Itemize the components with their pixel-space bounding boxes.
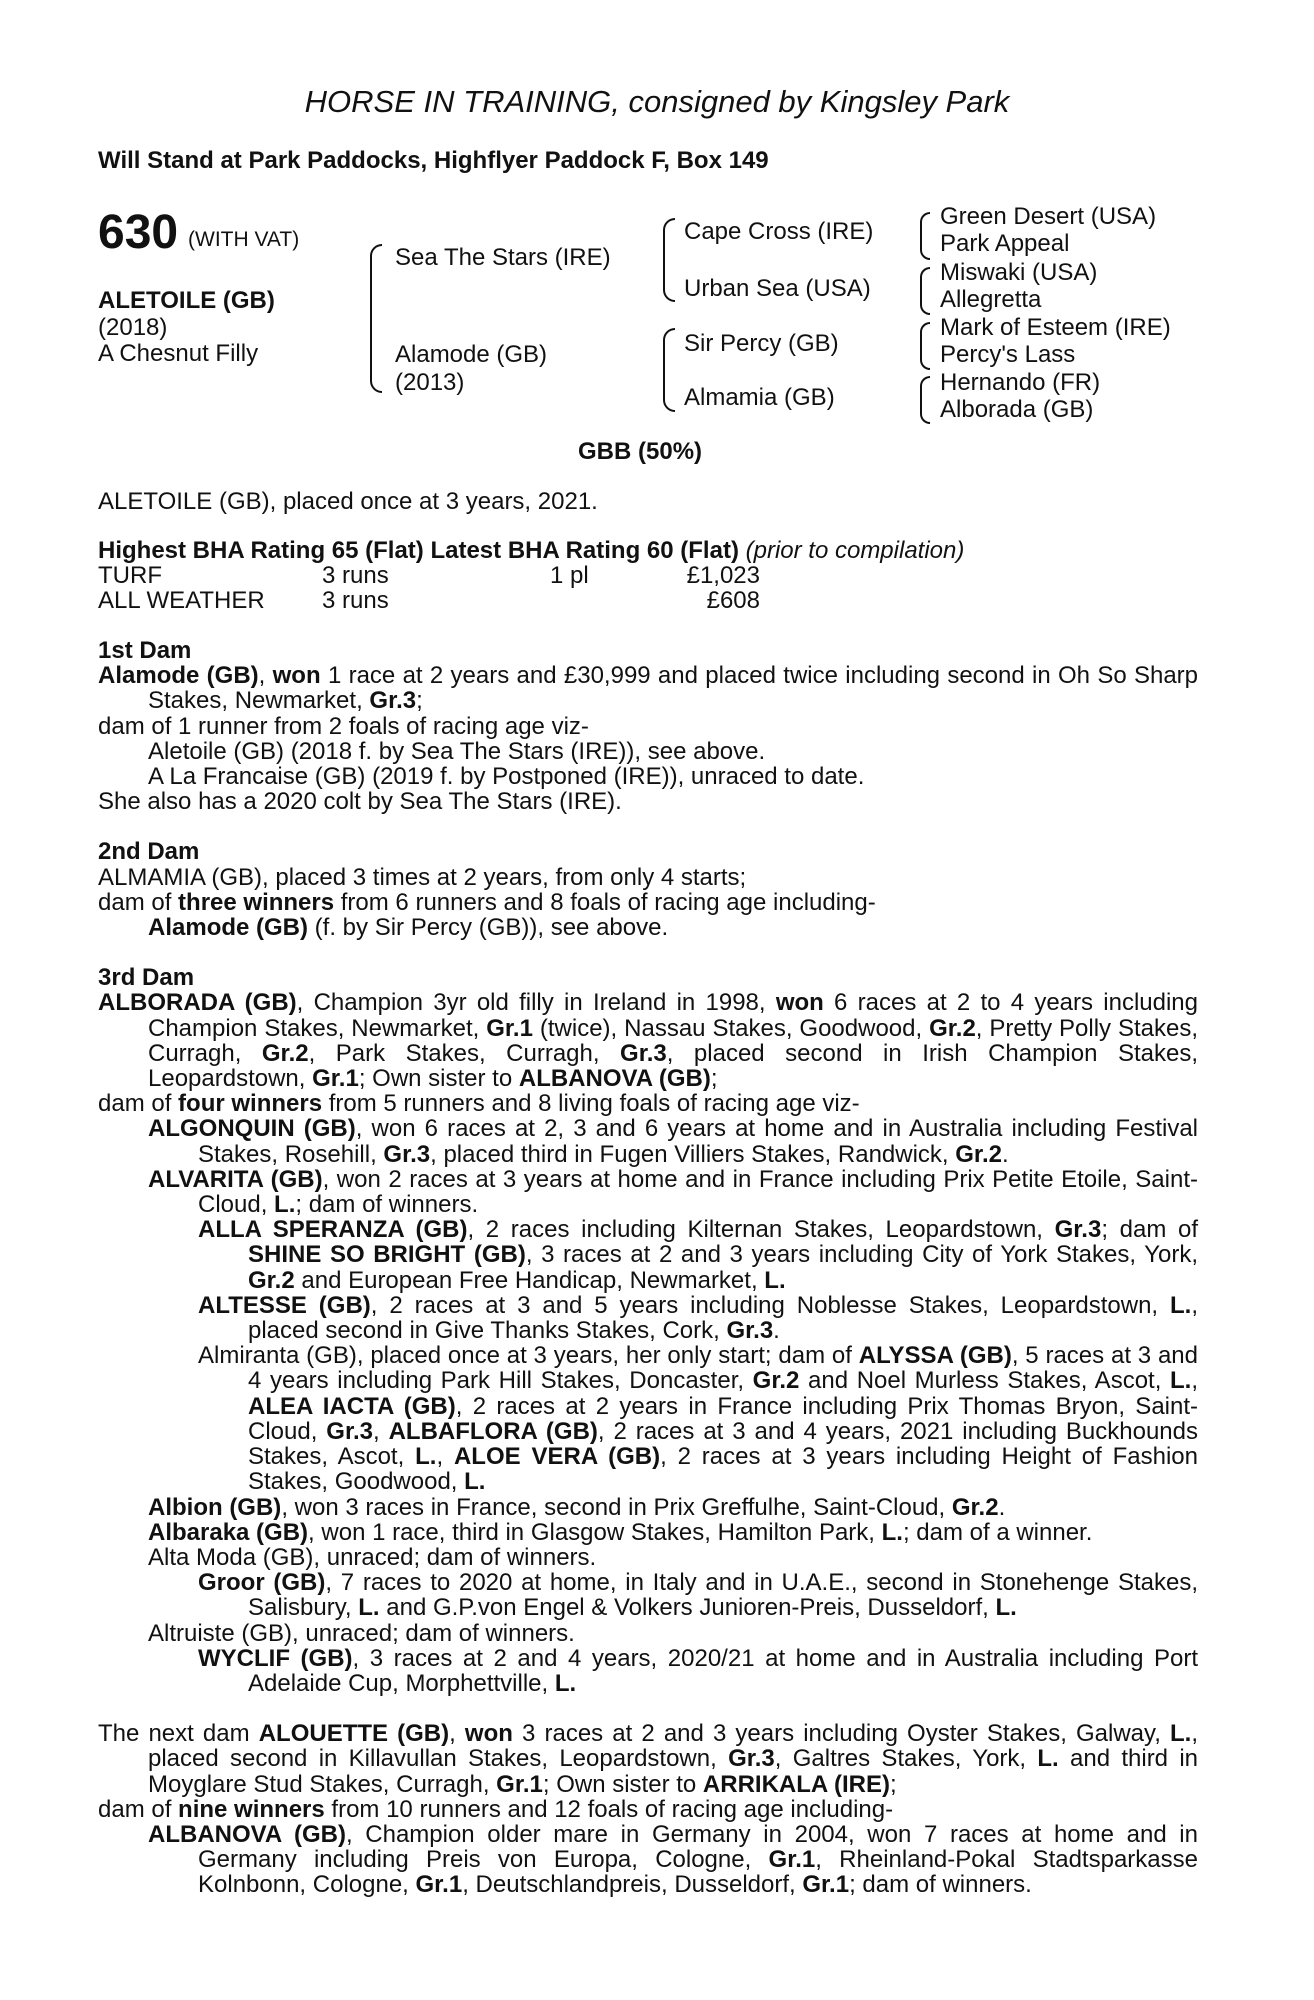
text-segment: , Deutschlandpreis, Dusseldorf, [462, 1871, 803, 1899]
text-segment: 1 race at 2 years and £30,999 and placed twice including second in Oh So Sharp Stakes, Newmarket, [148, 662, 1199, 715]
catalogue-title: HORSE IN TRAINING, consigned by Kingsley Park [304, 84, 1010, 119]
sire-parents-brace [663, 218, 675, 302]
text-segment: , [449, 1720, 465, 1748]
text-segment: Almiranta (GB), placed once at 3 years, her only start; dam of [198, 1342, 859, 1370]
text-segment: ; dam of winners. [295, 1191, 479, 1219]
bold-segment: ALTESSE (GB) [198, 1291, 371, 1319]
g2-brace-2 [920, 267, 930, 315]
first-dam-2020-colt: She also has a 2020 colt by Sea The Stars (IRE). [98, 788, 622, 816]
horse-name: ALETOILE (GB) [98, 287, 275, 314]
text-segment: , 2 races at 3 and 4 years, 2021 including Buckhounds Stakes, Ascot, [248, 1417, 1198, 1471]
pedigree-g2-3: Miswaki (USA) [940, 259, 1098, 286]
bold-segment: three winners [178, 888, 335, 916]
g2-brace-4 [920, 376, 930, 424]
text-segment: , Champion older mare in Germany in 2004, won 7 races at home and in Germany including Preis von Europa, Cologne, [198, 1820, 1198, 1874]
first-dam-record [98, 663, 1198, 713]
second-dam-record: ALMAMIA (GB), placed 3 times at 2 years, from only 4 starts; [98, 863, 747, 891]
bold-segment: ALBANOVA (GB) [148, 1820, 346, 1848]
third-dam-heading: 3rd Dam [98, 964, 195, 992]
text-segment: , 2 races at 3 years including Height of Fashion Stakes, Goodwood, [248, 1443, 1198, 1496]
bold-segment: ALGONQUIN (GB) [148, 1115, 356, 1143]
bold-segment: Gr.2 [261, 1039, 309, 1067]
produce-alvarita [98, 1167, 1198, 1217]
bold-segment: Gr.2 [955, 1140, 1002, 1168]
text-segment: , placed second in Killavullan Stakes, Leopardstown, [148, 1720, 1198, 1773]
produce-albanova [98, 1822, 1198, 1898]
pedigree-g2-5: Mark of Esteem (IRE) [940, 314, 1171, 341]
text-segment: and European Free Handicap, Newmarket, [294, 1266, 765, 1294]
text-segment: ; Own sister to [358, 1065, 519, 1093]
text-segment: 3 races at 2 and 3 years including Oyster Stakes, Galway, [512, 1720, 1170, 1748]
bold-segment: L. [1170, 1720, 1192, 1748]
text-segment: . [1001, 1140, 1009, 1168]
bold-segment: Gr.2 [951, 1493, 999, 1521]
bold-segment: ALBAFLORA (GB) [388, 1417, 598, 1445]
first-dam-heading: 1st Dam [98, 637, 192, 664]
sire-name: Sea The Stars (IRE) [395, 244, 611, 271]
bold-segment: L. [415, 1443, 437, 1471]
produce-groor [98, 1570, 1198, 1620]
produce-albaraka [148, 1520, 1198, 1545]
text-segment: from 6 runners and 8 foals of racing age including- [334, 888, 876, 916]
pedigree-g2-4: Allegretta [940, 286, 1042, 313]
bold-segment: Alamode (GB) [98, 662, 259, 690]
bold-segment: nine winners [178, 1795, 325, 1823]
text-segment: , 3 races at 2 and 3 years including City of York Stakes, York, [525, 1241, 1198, 1269]
text-segment: and G.P.von Engel & Volkers Junioren-Preis, Dusseldorf, [379, 1594, 996, 1622]
produce-altesse [98, 1293, 1198, 1343]
produce-algonquin [98, 1116, 1198, 1166]
bold-segment: L. [764, 1266, 786, 1294]
text-segment: ; dam of a winner. [902, 1518, 1093, 1546]
text-segment: dam of [98, 1795, 179, 1823]
bold-segment: Gr.1 [496, 1770, 543, 1798]
bold-segment: Gr.3 [1054, 1216, 1102, 1244]
bold-segment: Gr.1 [768, 1846, 816, 1874]
race-summary: ALETOILE (GB), placed once at 3 years, 2021. [98, 488, 598, 515]
text-segment: (twice), Nassau Stakes, Goodwood, [532, 1014, 930, 1042]
bold-segment: four winners [178, 1090, 323, 1118]
text-segment: The next dam [98, 1720, 259, 1748]
produce-wyclif [98, 1646, 1198, 1696]
bold-segment: Gr.1 [312, 1065, 359, 1093]
bold-segment: Albaraka (GB) [148, 1518, 309, 1546]
produce-altruiste: Altruiste (GB), unraced; dam of winners. [148, 1619, 575, 1647]
bold-segment: won [464, 1720, 513, 1748]
text-segment: , Rheinland-Pokal Stadtsparkasse Kolnbonn, Cologne, [198, 1846, 1198, 1899]
bold-segment: Gr.2 [929, 1014, 976, 1042]
bold-segment: Gr.1 [415, 1871, 463, 1899]
bold-segment: ALOE VERA (GB) [453, 1443, 661, 1471]
bold-segment: ALOUETTE (GB) [258, 1720, 450, 1748]
second-dam-produce-intro [98, 890, 1198, 915]
text-segment: ; [416, 687, 423, 715]
bold-segment: Gr.1 [486, 1014, 533, 1042]
bha-rating [98, 537, 964, 565]
text-segment: , 2 races including Kilternan Stakes, Leopardstown, [467, 1216, 1055, 1244]
text-segment: , won 6 races at 2, 3 and 6 years at home and in Australia including Festival Stakes, Rosehill, [198, 1115, 1199, 1168]
text-segment: ; dam of winners. [849, 1871, 1032, 1899]
text-segment: , 2 races at 3 and 5 years including Noblesse Stakes, Leopardstown, [370, 1291, 1170, 1319]
next-dam-produce-intro [98, 1797, 1198, 1822]
bold-segment: L. [1037, 1745, 1059, 1773]
bold-segment: Gr.1 [802, 1871, 850, 1899]
record-row-aw-runs: 3 runs [322, 587, 389, 614]
pedigree-g1-2: Urban Sea (USA) [684, 275, 871, 302]
bold-segment: SHINE SO BRIGHT (GB) [248, 1241, 526, 1269]
record-row-turf-places: 1 pl [550, 562, 589, 589]
text-segment: , 3 races at 2 and 4 years, 2020/21 at home and in Australia including Port Adelaide Cup, Morphettville, [248, 1644, 1198, 1697]
bold-segment: ARRIKALA (IRE) [702, 1770, 891, 1798]
record-row-turf-surface: TURF [98, 562, 162, 589]
text-segment: and third in Moyglare Stud Stakes, Curragh, [148, 1745, 1198, 1798]
third-dam-produce-intro [98, 1091, 1198, 1116]
bold-segment: L. [881, 1518, 903, 1546]
text-segment: 6 races at 2 to 4 years including Champion Stakes, Newmarket, [148, 989, 1198, 1042]
bold-segment: Groor (GB) [198, 1569, 326, 1597]
text-segment: , won 3 races in France, second in Prix Greffulhe, Saint-Cloud, [281, 1493, 952, 1521]
text-segment: ; dam of [1101, 1216, 1198, 1244]
text-segment: ; Own sister to [542, 1770, 703, 1798]
text-segment: , [436, 1443, 454, 1471]
bha-rating-text: Highest BHA Rating 65 (Flat) Latest BHA Rating 60 (Flat) [98, 537, 739, 564]
record-row-aw-prize: £608 [706, 587, 760, 614]
bold-segment: WYCLIF (GB) [198, 1644, 353, 1672]
produce-a-la-francaise: A La Francaise (GB) (2019 f. by Postponed (IRE)), unraced to date. [148, 763, 865, 791]
text-segment: , 2 races at 2 years in France including Prix Thomas Bryon, Saint-Cloud, [248, 1392, 1199, 1445]
next-dam-record [98, 1721, 1198, 1797]
text-segment: ; [890, 1770, 897, 1798]
pedigree-g2-7: Hernando (FR) [940, 369, 1101, 396]
text-segment: dam of [98, 888, 179, 916]
sire-dam-brace [370, 244, 382, 393]
bold-segment: Gr.3 [369, 687, 417, 715]
text-segment: dam of [98, 1090, 179, 1118]
dam-year: (2013) [395, 369, 465, 396]
bold-segment: L. [1170, 1291, 1192, 1319]
bold-segment: Alamode (GB) [148, 914, 309, 942]
text-segment: , placed third in Fugen Villiers Stakes, Randwick, [430, 1140, 956, 1168]
second-dam-heading: 2nd Dam [98, 838, 200, 866]
bold-segment: ALVARITA (GB) [148, 1165, 323, 1193]
foaling-year: (2018) [98, 314, 168, 341]
record-row-turf-prize: £1,023 [686, 562, 760, 589]
pedigree-g2-2: Park Appeal [940, 230, 1070, 257]
bold-segment: won [272, 662, 321, 690]
lot-number: 630 [98, 206, 179, 259]
text-segment: , won 1 race, third in Glasgow Stakes, Hamilton Park, [308, 1518, 882, 1546]
bold-segment: L. [554, 1669, 577, 1697]
text-segment: (f. by Sir Percy (GB)), see above. [308, 914, 669, 942]
dam-name: Alamode (GB) [395, 341, 548, 368]
g2-brace-3 [920, 322, 930, 370]
bold-segment: ALLA SPERANZA (GB) [198, 1216, 468, 1244]
bold-segment: L. [274, 1191, 296, 1219]
text-segment: ; [710, 1065, 718, 1093]
pedigree-g1-1: Cape Cross (IRE) [684, 218, 874, 245]
pedigree-g2-1: Green Desert (USA) [940, 203, 1157, 230]
horse-description: A Chesnut Filly [98, 340, 259, 367]
bold-segment: Gr.2 [248, 1266, 295, 1294]
text-segment: . [998, 1493, 1006, 1521]
produce-alamode [98, 915, 1198, 940]
bold-segment: ALBANOVA (GB) [518, 1065, 711, 1093]
text-segment: , [373, 1417, 389, 1445]
bold-segment: ALBORADA (GB) [98, 989, 297, 1017]
bold-segment: L. [1170, 1367, 1192, 1395]
bold-segment: ALEA IACTA (GB) [248, 1392, 456, 1420]
text-segment: , Park Stakes, Curragh, [308, 1039, 621, 1067]
text-segment: , Pretty Polly Stakes, Curragh, [148, 1014, 1198, 1067]
text-segment: from 10 runners and 12 foals of racing age including- [324, 1795, 894, 1823]
text-segment: , 7 races to 2020 at home, in Italy and in U.A.E., second in Stonehenge Stakes, Salisbury, [248, 1569, 1198, 1622]
bold-segment: Gr.2 [752, 1367, 800, 1395]
text-segment: , [258, 662, 273, 690]
bold-segment: L. [995, 1594, 1017, 1622]
text-segment: . [773, 1317, 780, 1345]
g2-brace-1 [920, 212, 930, 260]
produce-almiranta [98, 1343, 1198, 1494]
gbb-note: GBB (50%) [578, 438, 703, 465]
third-dam-record [98, 990, 1198, 1091]
vat-note: (WITH VAT) [188, 228, 300, 251]
text-segment: from 5 runners and 8 living foals of racing age viz- [322, 1090, 860, 1118]
record-row-aw-surface: ALL WEATHER [98, 587, 265, 614]
bold-segment: Gr.3 [383, 1140, 431, 1168]
text-segment: , Champion 3yr old filly in Ireland in 1998, [296, 989, 776, 1017]
stand-location: Will Stand at Park Paddocks, Highflyer Paddock F, Box 149 [98, 147, 769, 174]
text-segment: , won 2 races at 3 years at home and in France including Prix Petite Etoile, Saint-Cloud, [198, 1165, 1198, 1219]
bold-segment: L. [464, 1468, 486, 1496]
first-dam-produce-intro: dam of 1 runner from 2 foals of racing age viz- [98, 712, 589, 740]
pedigree-g2-6: Percy's Lass [940, 341, 1076, 368]
pedigree-g1-3: Sir Percy (GB) [684, 330, 839, 357]
catalogue-body [98, 638, 1198, 1898]
dam-parents-brace [663, 328, 675, 412]
produce-aletoile: Aletoile (GB) (2018 f. by Sea The Stars (IRE)), see above. [148, 737, 766, 765]
text-segment: , [1191, 1367, 1199, 1395]
text-segment: , Galtres Stakes, York, [774, 1745, 1038, 1773]
text-segment: , placed second in Irish Champion Stakes, Leopardstown, [148, 1039, 1199, 1093]
bold-segment: Gr.3 [726, 1317, 774, 1345]
bold-segment: Gr.3 [326, 1417, 373, 1445]
pedigree-g2-8: Alborada (GB) [940, 396, 1094, 423]
text-segment: , placed second in Give Thanks Stakes, Cork, [248, 1291, 1198, 1345]
produce-alta-moda: Alta Moda (GB), unraced; dam of winners. [148, 1543, 597, 1571]
bold-segment: L. [358, 1594, 380, 1622]
text-segment: , 5 races at 3 and 4 years including Park Hill Stakes, Doncaster, [248, 1342, 1199, 1395]
pedigree-g1-4: Almamia (GB) [684, 384, 835, 411]
bha-rating-note: (prior to compilation) [745, 537, 965, 564]
bold-segment: ALYSSA (GB) [858, 1342, 1012, 1370]
bold-segment: Albion (GB) [148, 1493, 282, 1521]
produce-alla-speranza [98, 1217, 1198, 1293]
produce-albion [148, 1495, 1198, 1520]
record-row-turf-runs: 3 runs [322, 562, 389, 589]
bold-segment: Gr.3 [728, 1745, 775, 1773]
bold-segment: won [775, 989, 824, 1017]
bold-segment: Gr.3 [620, 1039, 667, 1067]
text-segment: and Noel Murless Stakes, Ascot, [799, 1367, 1171, 1395]
